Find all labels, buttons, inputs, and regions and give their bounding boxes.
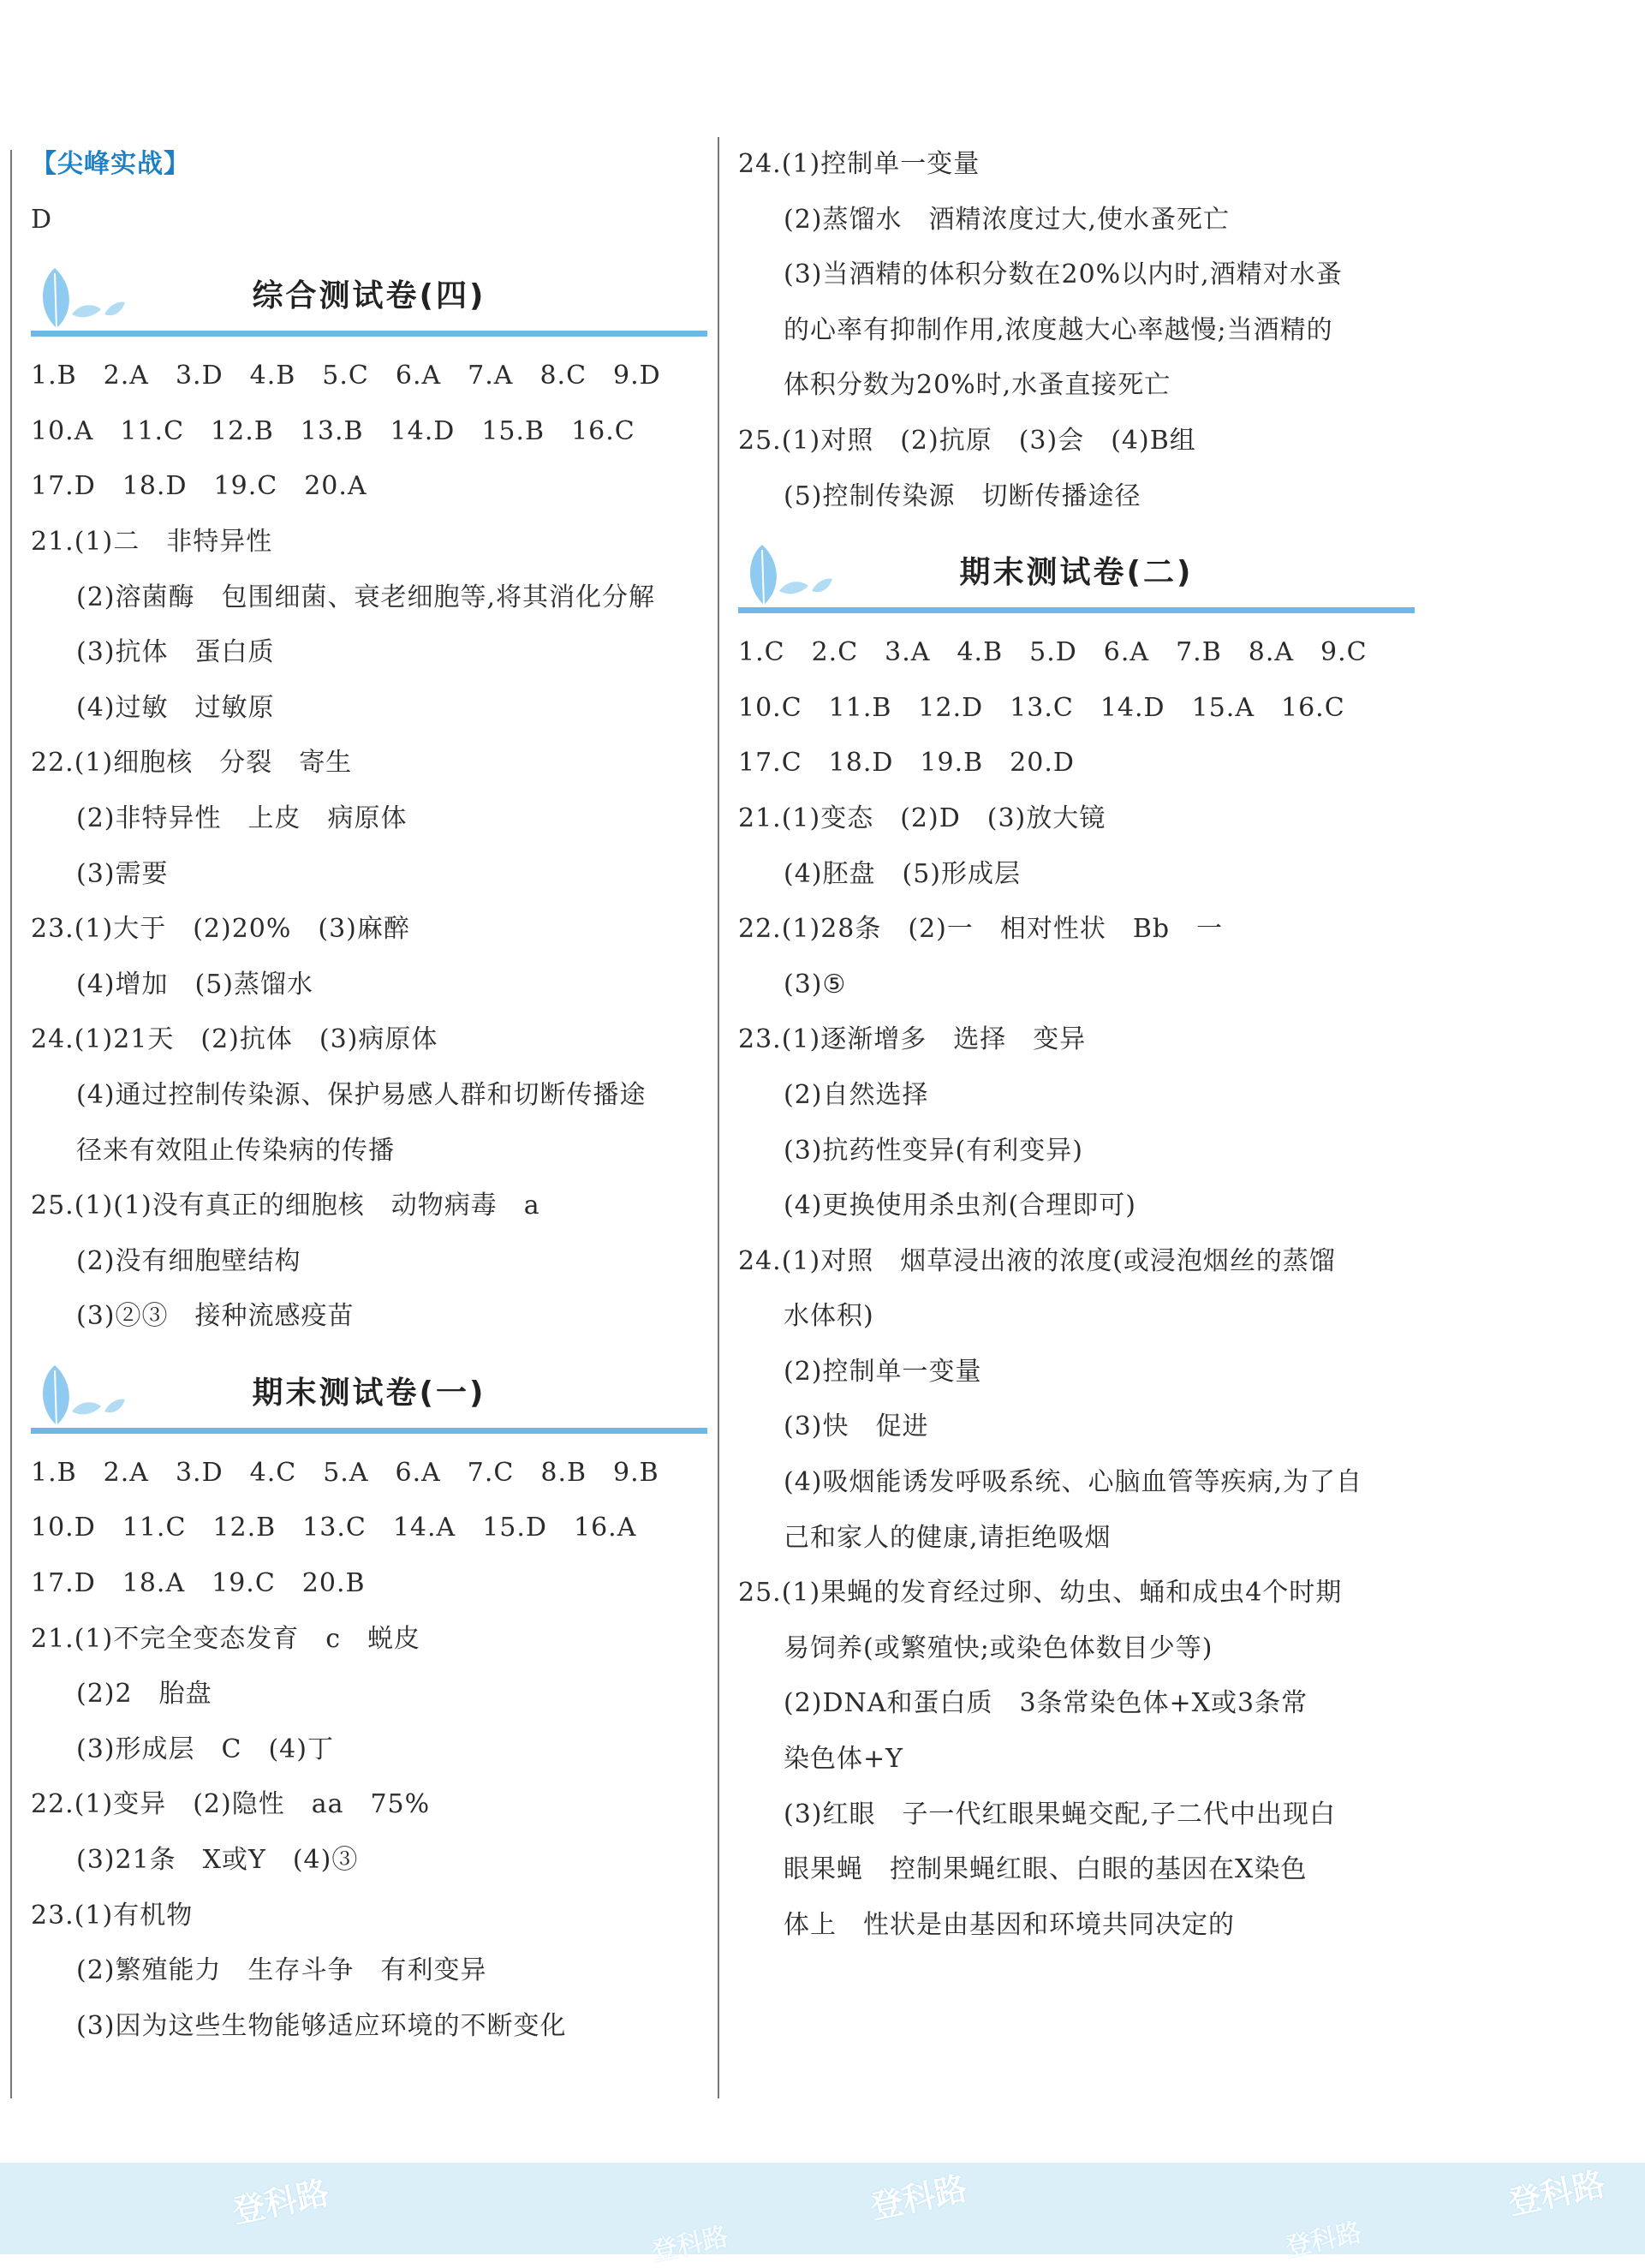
section-header xyxy=(31,248,707,349)
answer-line: (3)⑤ xyxy=(784,969,847,1000)
left-margin-rule xyxy=(10,150,12,2098)
answer-line: (4)过敏 过敏原 xyxy=(76,692,275,723)
column-divider xyxy=(718,137,719,2098)
answer-line: 体上 性状是由基因和环境共同决定的 xyxy=(784,1909,1235,1940)
section-body xyxy=(31,1446,707,2055)
answer-line: 21.(1)不完全变态发育 c 蜕皮 xyxy=(31,1623,421,1654)
answer-line: 17.C 18.D 19.B 20.D xyxy=(738,748,1075,779)
answer-line: (4)通过控制传染源、保护易感人群和切断传播途 xyxy=(76,1079,647,1110)
answer-line: (3)形成层 C (4)丁 xyxy=(76,1734,334,1764)
section-title: 综合测试卷(四) xyxy=(252,278,486,314)
answer-line: 10.A 11.C 12.B 13.B 14.D 15.B 16.C xyxy=(31,415,635,446)
answer-line: (2)没有细胞壁结构 xyxy=(76,1245,301,1276)
answer-line: 24.(1)21天 (2)抗体 (3)病原体 xyxy=(31,1024,438,1055)
watermark-logo: 登科路 xyxy=(229,2173,333,2231)
answer-line: (3)需要 xyxy=(76,858,169,889)
answer-line: (2)自然选择 xyxy=(784,1079,929,1110)
answer-line: 23.(1)大于 (2)20% (3)麻醉 xyxy=(31,914,410,945)
answer-line: 10.D 11.C 12.B 13.C 14.A 15.D 16.A xyxy=(31,1513,637,1543)
section-body xyxy=(31,349,707,1345)
answer-line: 体积分数为20%时,水蚤直接死亡 xyxy=(784,370,1171,401)
answer-line: (2)非特异性 上皮 病原体 xyxy=(76,803,408,833)
answer-line: 的心率有抑制作用,浓度越大心率越慢;当酒精的 xyxy=(784,314,1333,345)
answer-line: (2)2 胎盘 xyxy=(76,1679,212,1710)
answer-line: (3)快 促进 xyxy=(784,1412,929,1442)
section-underline xyxy=(31,331,707,337)
answer-line: 己和家人的健康,请拒绝吸烟 xyxy=(784,1522,1112,1553)
watermark-logo: 登科路 xyxy=(1505,2164,1609,2223)
answer-line: 23.(1)逐渐增多 选择 变异 xyxy=(738,1024,1087,1055)
answer-line: 17.D 18.A 19.C 20.B xyxy=(31,1568,366,1599)
answer-line xyxy=(31,137,707,193)
section-underline xyxy=(31,1428,707,1434)
answer-line: 眼果蝇 控制果蝇红眼、白眼的基因在X染色 xyxy=(784,1854,1308,1885)
answer-line: (2)DNA和蛋白质 3条常染色体+X或3条常 xyxy=(784,1688,1308,1719)
answer-line: (2)繁殖能力 生存斗争 有利变异 xyxy=(76,1955,487,1986)
answer-line: 25.(1)果蝇的发育经过卵、幼虫、蛹和成虫4个时期 xyxy=(738,1578,1343,1608)
answer-line: 10.C 11.B 12.D 13.C 14.D 15.A 16.C xyxy=(738,692,1345,723)
answer-line: 25.(1)(1)没有真正的细胞核 动物病毒 a xyxy=(31,1191,540,1221)
answer-line: 24.(1)控制单一变量 xyxy=(738,149,980,179)
left-top-lines xyxy=(31,137,707,248)
watermark-logo: 登科路 xyxy=(1283,2217,1365,2263)
left-column xyxy=(31,137,707,2054)
answer-line: 水体积) xyxy=(784,1301,874,1332)
section-tag: 【尖峰实战】 xyxy=(31,149,190,179)
answer-line: (3)因为这些生物能够适应环境的不断变化 xyxy=(76,2010,567,2041)
answer-line: 17.D 18.D 19.C 20.A xyxy=(31,471,367,502)
answer-line: 1.B 2.A 3.D 4.B 5.C 6.A 7.A 8.C 9.D xyxy=(31,361,661,391)
watermark-logo: 登科路 xyxy=(867,2169,971,2227)
answer-line: (4)吸烟能诱发呼吸系统、心脑血管等疾病,为了自 xyxy=(784,1467,1363,1498)
answer-line: 22.(1)变异 (2)隐性 aa 75% xyxy=(31,1789,431,1820)
answer-line: (3)21条 X或Y (4)③ xyxy=(76,1845,359,1876)
section-header xyxy=(738,524,1415,625)
answer-line: 21.(1)二 非特异性 xyxy=(31,526,273,557)
answer-line: (4)增加 (5)蒸馏水 xyxy=(76,969,313,1000)
answer-line: (2)控制单一变量 xyxy=(784,1356,982,1387)
section-header xyxy=(31,1345,707,1446)
answer-line: 染色体+Y xyxy=(784,1744,903,1775)
answer-line: (2)溶菌酶 包围细菌、衰老细胞等,将其消化分解 xyxy=(76,582,656,612)
answer-line: (3)②③ 接种流感疫苗 xyxy=(76,1301,355,1332)
answer-line: 22.(1)28条 (2)一 相对性状 Bb 一 xyxy=(738,914,1224,945)
section-title: 期末测试卷(一) xyxy=(252,1375,486,1411)
answer-line: 23.(1)有机物 xyxy=(31,1900,194,1931)
answer-line: (3)抗药性变异(有利变异) xyxy=(784,1135,1083,1166)
answer-line: D xyxy=(31,204,53,235)
section-underline xyxy=(738,607,1415,613)
answer-line: (3)红眼 子一代红眼果蝇交配,子二代中出现白 xyxy=(784,1799,1337,1829)
answer-line: (4)更换使用杀虫剂(合理即可) xyxy=(784,1191,1136,1221)
answer-line: 易饲养(或繁殖快;或染色体数目少等) xyxy=(784,1632,1213,1663)
answer-line: (4)胚盘 (5)形成层 xyxy=(784,858,1021,889)
answer-line: (2)蒸馏水 酒精浓度过大,使水蚤死亡 xyxy=(784,204,1231,235)
answer-line: 1.C 2.C 3.A 4.B 5.D 6.A 7.B 8.A 9.C xyxy=(738,637,1368,668)
answer-line: 径来有效阻止传染病的传播 xyxy=(76,1135,395,1166)
section-body xyxy=(738,625,1415,1953)
answer-line: 1.B 2.A 3.D 4.C 5.A 6.A 7.C 8.B 9.B xyxy=(31,1457,659,1488)
right-column xyxy=(738,137,1415,1953)
section-title: 期末测试卷(二) xyxy=(959,555,1194,591)
answer-line: (5)控制传染源 切断传播途径 xyxy=(784,480,1141,511)
answer-line: 22.(1)细胞核 分裂 寄生 xyxy=(31,748,353,779)
answer-line: 24.(1)对照 烟草浸出液的浓度(或浸泡烟丝的蒸馏 xyxy=(738,1245,1336,1276)
right-top-lines xyxy=(738,137,1415,524)
answer-line: 25.(1)对照 (2)抗原 (3)会 (4)B组 xyxy=(738,425,1196,456)
answer-line: (3)抗体 蛋白质 xyxy=(76,637,275,668)
answer-line: 21.(1)变态 (2)D (3)放大镜 xyxy=(738,803,1106,833)
watermark-logo: 登科路 xyxy=(649,2221,731,2267)
answer-line: (3)当酒精的体积分数在20%以内时,酒精对水蚤 xyxy=(784,260,1343,290)
